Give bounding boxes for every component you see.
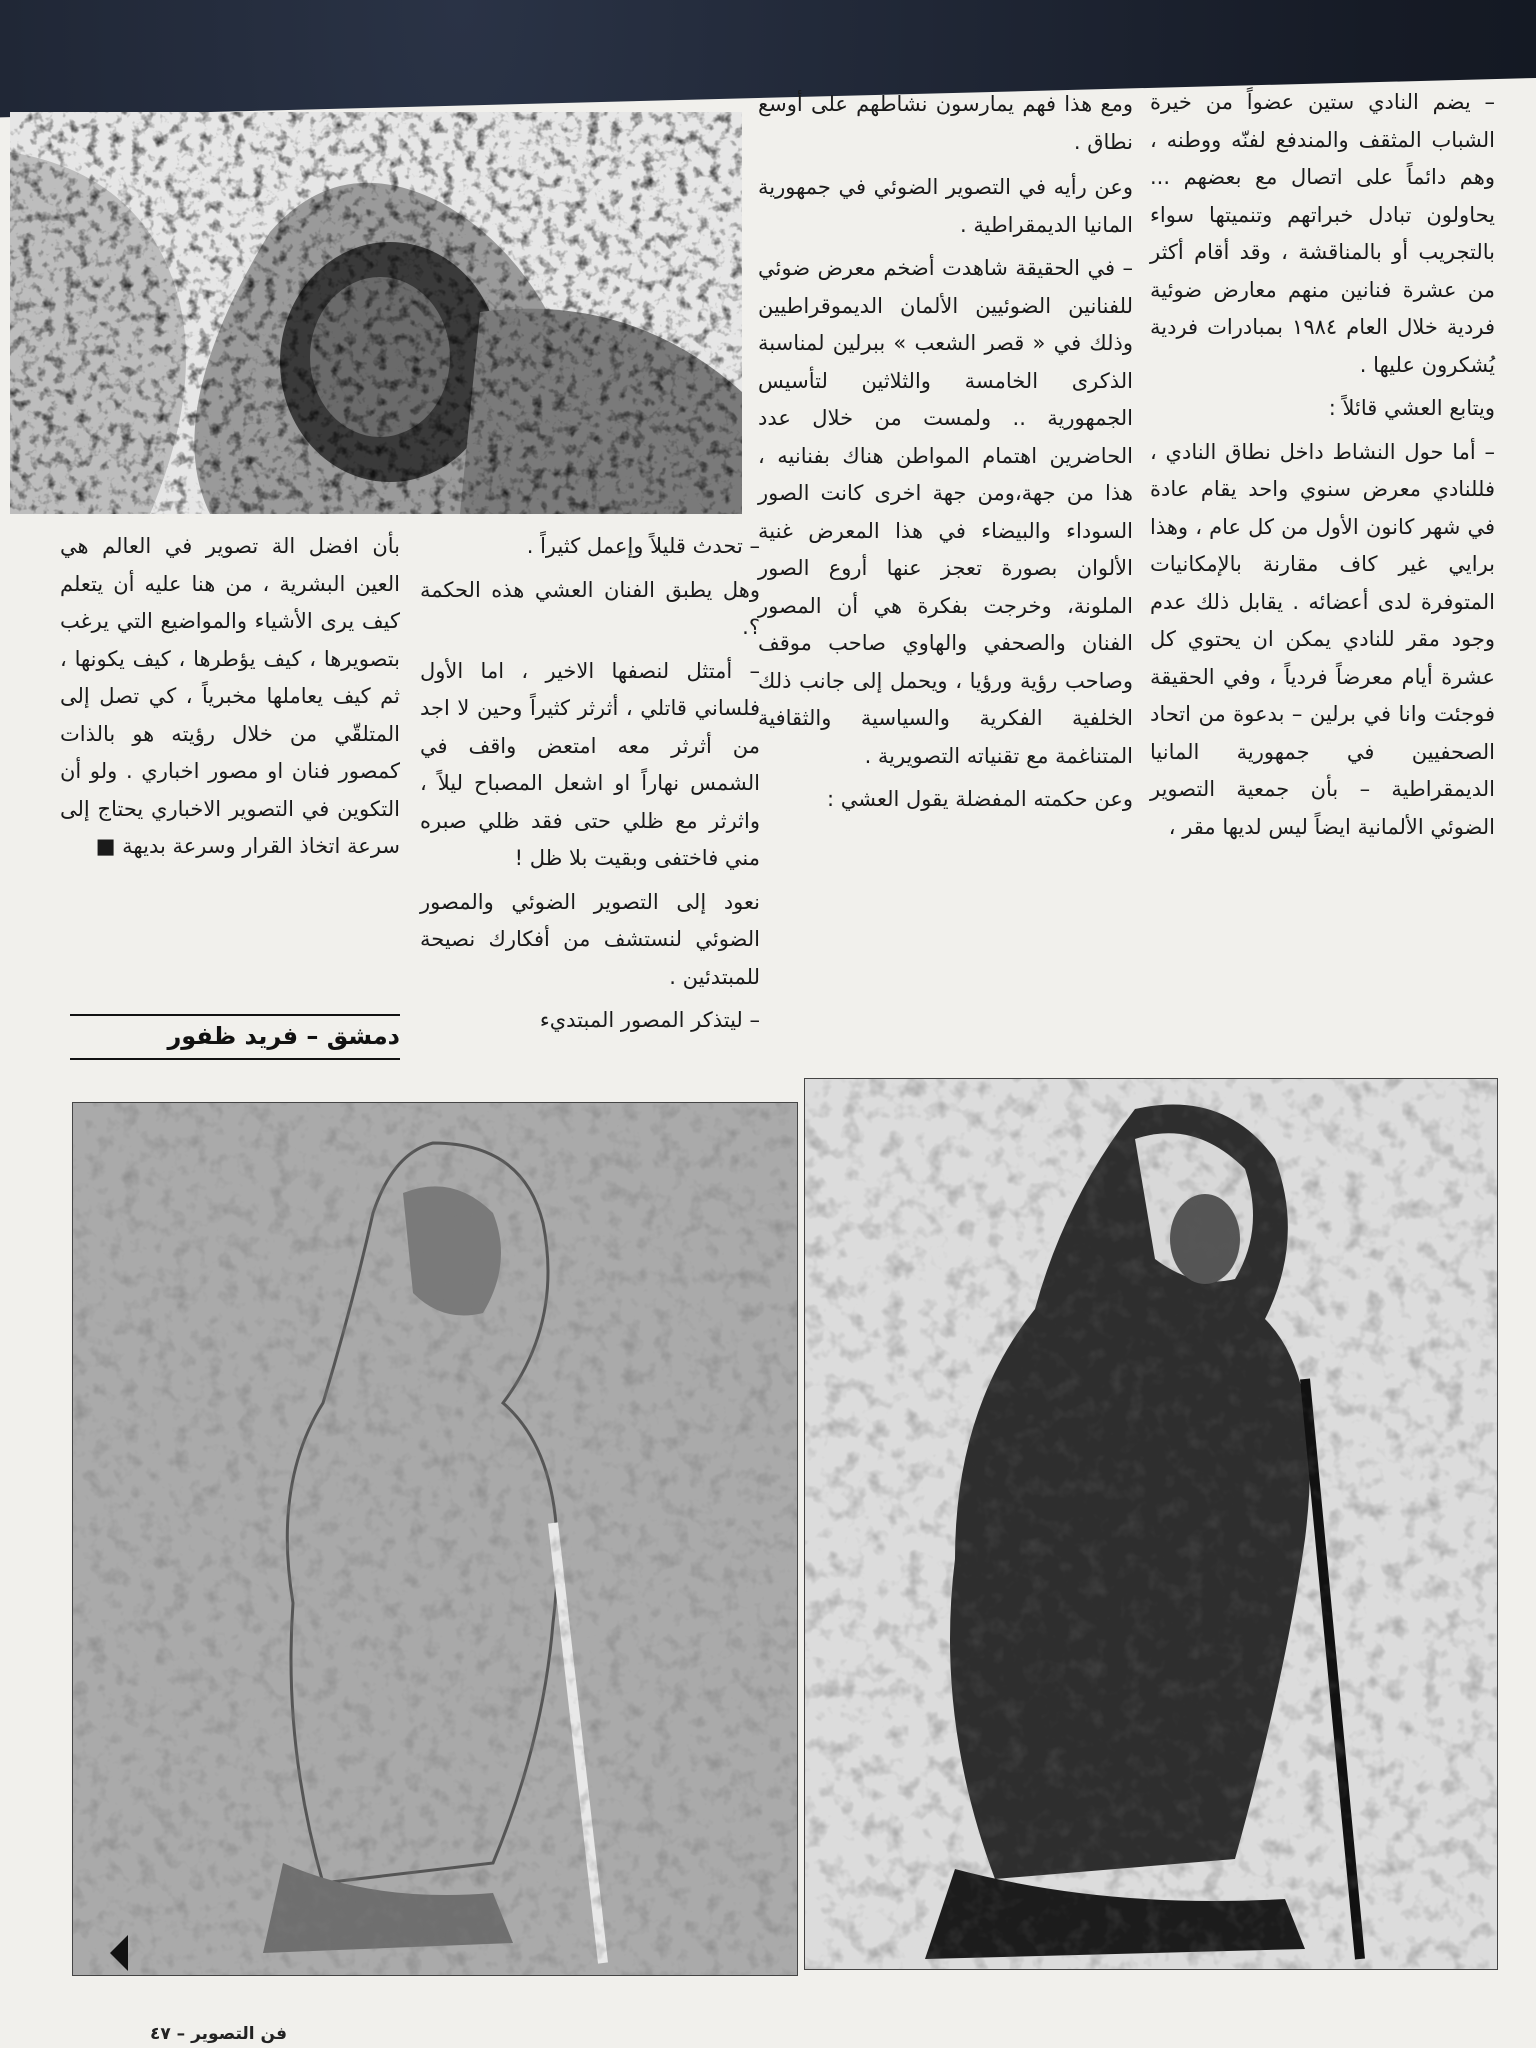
photo-portrait-closeup: [10, 112, 742, 514]
article-column-1: [1150, 84, 1495, 852]
byline-rule: [70, 1014, 400, 1016]
paragraph: – تحدث قليلاً وإعمل كثيراً .: [526, 534, 760, 558]
paragraph: ومع هذا فهم يمارسون نشاطهم على أوسع نطاق .: [758, 92, 1133, 154]
byline-rule: [70, 1058, 400, 1060]
paragraph: – يضم النادي ستين عضواً من خيرة الشباب المثقف والمندفع لفنّه ووطنه ، وهم دائماً على اتصال مع بعضهم ... يحاولون تبادل خبراتهم وتنميتها سواء بالتجريب أو بالمناقشة ، وقد أقام أكثر من عشرة فنانين منهم معارض ضوئية فردية خلال العام ١٩٨٤ بمبادرات فردية يُشكرون عليها .: [1150, 90, 1496, 377]
paragraph: – في الحقيقة شاهدت أضخم معرض ضوئي للفنانين الضوئيين الألمان الديموقراطيين وذلك في « قصر الشعب » ببرلين لمناسبة الذكرى الخامسة والثلاثين لتأسيس الجمهورية .. ولمست من خلال عدد الحاضرين اهتمام المواطن هناك بفنانيه ، هذا من جهة،ومن جهة اخرى كانت الصور السوداء والبيضاء في هذا المعرض غنية الألوان بصورة تعجز عنها أروع الصور الملونة، وخرجت بفكرة هي أن المصور الفنان والصحفي والهاوي صاحب موقف وصاحب رؤية ورؤيا ، ويحمل إلى جانب ذلك الخلفية الفكرية والسياسية والثقافية المتناغمة مع تقنياته التصويرية .: [758, 256, 1133, 768]
article-column-4: [60, 528, 400, 872]
paragraph: – أمتثل لنصفها الاخير ، اما الأول فلساني قاتلي ، أثرثر كثيراً وحين لا اجد من أثرثر معه امتعض واقف في الشمس نهاراً او اشعل المصباح ليلاً ، واثرثر مع ظلي حتى فقد ظلي صبره مني فاختفى وبقيت بلا ظل !: [420, 658, 760, 870]
page-folio: فن التصوير – ٤٧: [150, 2024, 287, 2044]
page-turn-arrow-icon: [110, 1935, 128, 1971]
paragraph: وعن رأيه في التصوير الضوئي في جمهورية المانيا الديمقراطية .: [758, 175, 1133, 237]
paragraph: وهل يطبق الفنان العشي هذه الحكمة ؟.: [420, 577, 760, 639]
paragraph: – أما حول النشاط داخل نطاق النادي ، فللنادي معرض سنوي واحد يقام عادة في شهر كانون الأول من كل عام ، وهذا برايي غير كاف مقارنة بالإمكانيات المتوفرة لدى أعضائه . يقابل ذلك عدم وجود مقر للنادي يمكن ان يحتوي كل عشرة أيام معرضاً فردياً ، وفي الحقيقة فوجئت وانا في برلين – بدعوة من اتحاد الصحفيين في جمهورية المانيا الديمقراطية – بأن جمعية التصوير الضوئي الألمانية ايضاً ليس لديها مقر ،: [1150, 439, 1495, 839]
paragraph: بأن افضل الة تصوير في العالم هي العين البشرية ، من هنا عليه أن يتعلم كيف يرى الأشياء والمواضيع التي يرغب بتصويرها ، كيف يؤطرها ، كيف يكونها ، ثم كيف يعاملها مخبرياً ، كي تصل إلى المتلقّي من خلال رؤيته هو بالذات كمصور فنان او مصور اخباري . ولو أن التكوين في التصوير الاخباري يحتاج إلى سرعة اتخاذ القرار وسرعة بديهة ■: [60, 534, 400, 858]
article-column-2: [758, 86, 1133, 825]
paragraph: ويتابع العشي قائلاً :: [1328, 396, 1495, 420]
article-column-3: [420, 528, 760, 1046]
photo-old-woman-contrast: [804, 1078, 1498, 1970]
photo-old-woman-solarized: [72, 1102, 798, 1976]
paragraph: – ليتذكر المصور المبتديء: [539, 1008, 760, 1032]
paragraph: نعود إلى التصوير الضوئي والمصور الضوئي لنستشف من أفكارك نصيحة للمبتدئين .: [420, 889, 760, 989]
byline: دمشق – فريد ظفور: [167, 1022, 400, 1050]
paragraph: وعن حكمته المفضلة يقول العشي :: [826, 787, 1133, 811]
